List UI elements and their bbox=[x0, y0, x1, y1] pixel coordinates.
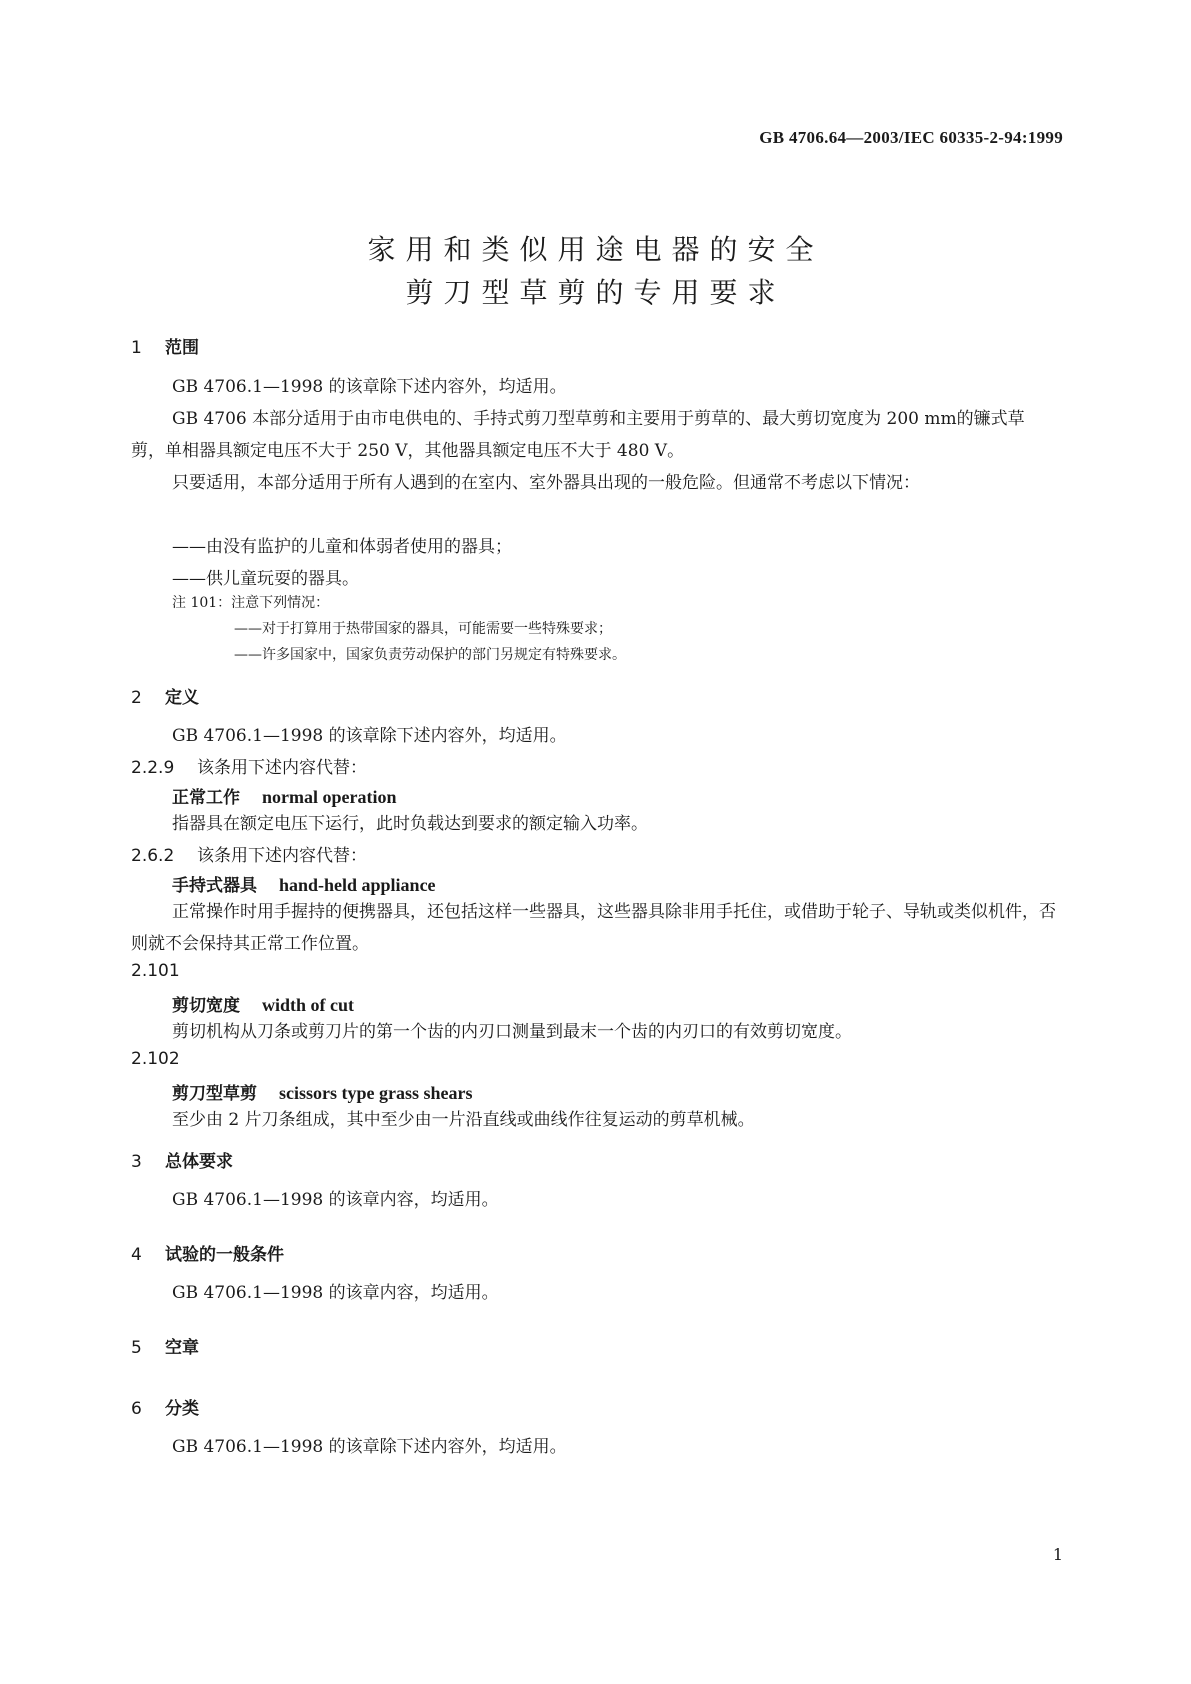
note-label: 注 101：注意下列情况： bbox=[172, 595, 330, 611]
section-4-heading bbox=[131, 1240, 284, 1265]
section-title: 试验的一般条件 bbox=[165, 1245, 284, 1265]
definition: 剪切机构从刀条或剪刀片的第一个齿的内刃口测量到最末一个齿的内刃口的有效剪切宽度。 bbox=[172, 1022, 852, 1042]
note-item: ——许多国家中，国家负责劳动保护的部门另规定有特殊要求。 bbox=[234, 647, 626, 663]
section-number: 1 bbox=[131, 338, 142, 358]
section-6-heading bbox=[131, 1394, 199, 1419]
subclause-2-6-2 bbox=[131, 841, 367, 866]
section-number: 5 bbox=[131, 1338, 142, 1358]
term-english: hand-held appliance bbox=[279, 875, 436, 895]
dash-item: ——供儿童玩耍的器具。 bbox=[172, 569, 359, 589]
dash-item: ——由没有监护的儿童和体弱者使用的器具； bbox=[172, 537, 512, 557]
subclause-number: 2.101 bbox=[131, 961, 180, 981]
term-chinese: 正常工作 bbox=[172, 788, 240, 808]
paragraph: GB 4706.1—1998 的该章内容，均适用。 bbox=[172, 1190, 499, 1210]
term-english: scissors type grass shears bbox=[279, 1083, 473, 1103]
section-5-heading bbox=[131, 1333, 199, 1358]
paragraph: GB 4706.1—1998 的该章除下述内容外，均适用。 bbox=[172, 377, 567, 397]
definition: 正常操作时用手握持的便携器具，还包括这样一些器具，这些器具除非用手托住，或借助于轮子、导轨或类似机件，否则就不会保持其正常工作位置。 bbox=[131, 902, 1056, 954]
page-number: 1 bbox=[1052, 1545, 1063, 1564]
paragraph: 只要适用，本部分适用于所有人遇到的在室内、室外器具出现的一般危险。但通常不考虑以下情况： bbox=[172, 473, 920, 493]
subclause-2-101 bbox=[131, 961, 197, 981]
term-english: normal operation bbox=[262, 787, 397, 807]
section-title: 定义 bbox=[165, 688, 199, 708]
term-chinese: 手持式器具 bbox=[172, 876, 257, 896]
term-chinese: 剪刀型草剪 bbox=[172, 1084, 257, 1104]
subclause-text: 该条用下述内容代替： bbox=[197, 758, 367, 778]
subclause-text: 该条用下述内容代替： bbox=[197, 846, 367, 866]
definition: 指器具在额定电压下运行，此时负载达到要求的额定输入功率。 bbox=[172, 814, 648, 834]
section-number: 6 bbox=[131, 1399, 142, 1419]
subclause-number: 2.102 bbox=[131, 1049, 180, 1069]
paragraph: GB 4706.1—1998 的该章除下述内容外，均适用。 bbox=[172, 1437, 567, 1457]
subclause-2-2-9 bbox=[131, 753, 367, 778]
paragraph: GB 4706 本部分适用于由市电供电的、手持式剪刀型草剪和主要用于剪草的、最大剪切宽度为 200 mm的镰式草剪，单相器具额定电压不大于 250 V，其他器具额定电压不大于 480 V。 bbox=[131, 409, 1025, 461]
section-3-heading bbox=[131, 1147, 233, 1172]
section-number: 3 bbox=[131, 1152, 142, 1172]
section-title: 空章 bbox=[165, 1338, 199, 1358]
note-item: ——对于打算用于热带国家的器具，可能需要一些特殊要求； bbox=[234, 621, 612, 637]
definition: 至少由 2 片刀条组成，其中至少由一片沿直线或曲线作往复运动的剪草机械。 bbox=[172, 1110, 755, 1130]
paragraph: GB 4706.1—1998 的该章内容，均适用。 bbox=[172, 1283, 499, 1303]
section-title: 范围 bbox=[165, 338, 199, 358]
document-title-line-2: 剪刀型草剪的专用要求 bbox=[405, 276, 786, 309]
term-width-of-cut bbox=[172, 991, 354, 1016]
subclause-number: 2.2.9 bbox=[131, 758, 175, 778]
section-title: 分类 bbox=[165, 1399, 199, 1419]
subclause-2-102 bbox=[131, 1049, 197, 1069]
document-title-line-1: 家用和类似用途电器的安全 bbox=[367, 233, 824, 266]
subclause-number: 2.6.2 bbox=[131, 846, 175, 866]
term-scissors-type-grass-shears bbox=[172, 1079, 473, 1104]
term-chinese: 剪切宽度 bbox=[172, 996, 240, 1016]
paragraph: GB 4706.1—1998 的该章除下述内容外，均适用。 bbox=[172, 726, 567, 746]
section-2-heading bbox=[131, 683, 199, 708]
section-title: 总体要求 bbox=[165, 1152, 233, 1172]
section-1-heading bbox=[131, 333, 199, 358]
standard-code: GB 4706.64—2003/IEC 60335-2-94:1999 bbox=[759, 128, 1063, 147]
section-number: 2 bbox=[131, 688, 142, 708]
term-normal-operation bbox=[172, 783, 397, 808]
term-hand-held-appliance bbox=[172, 871, 436, 896]
term-english: width of cut bbox=[262, 995, 355, 1015]
section-number: 4 bbox=[131, 1245, 142, 1265]
